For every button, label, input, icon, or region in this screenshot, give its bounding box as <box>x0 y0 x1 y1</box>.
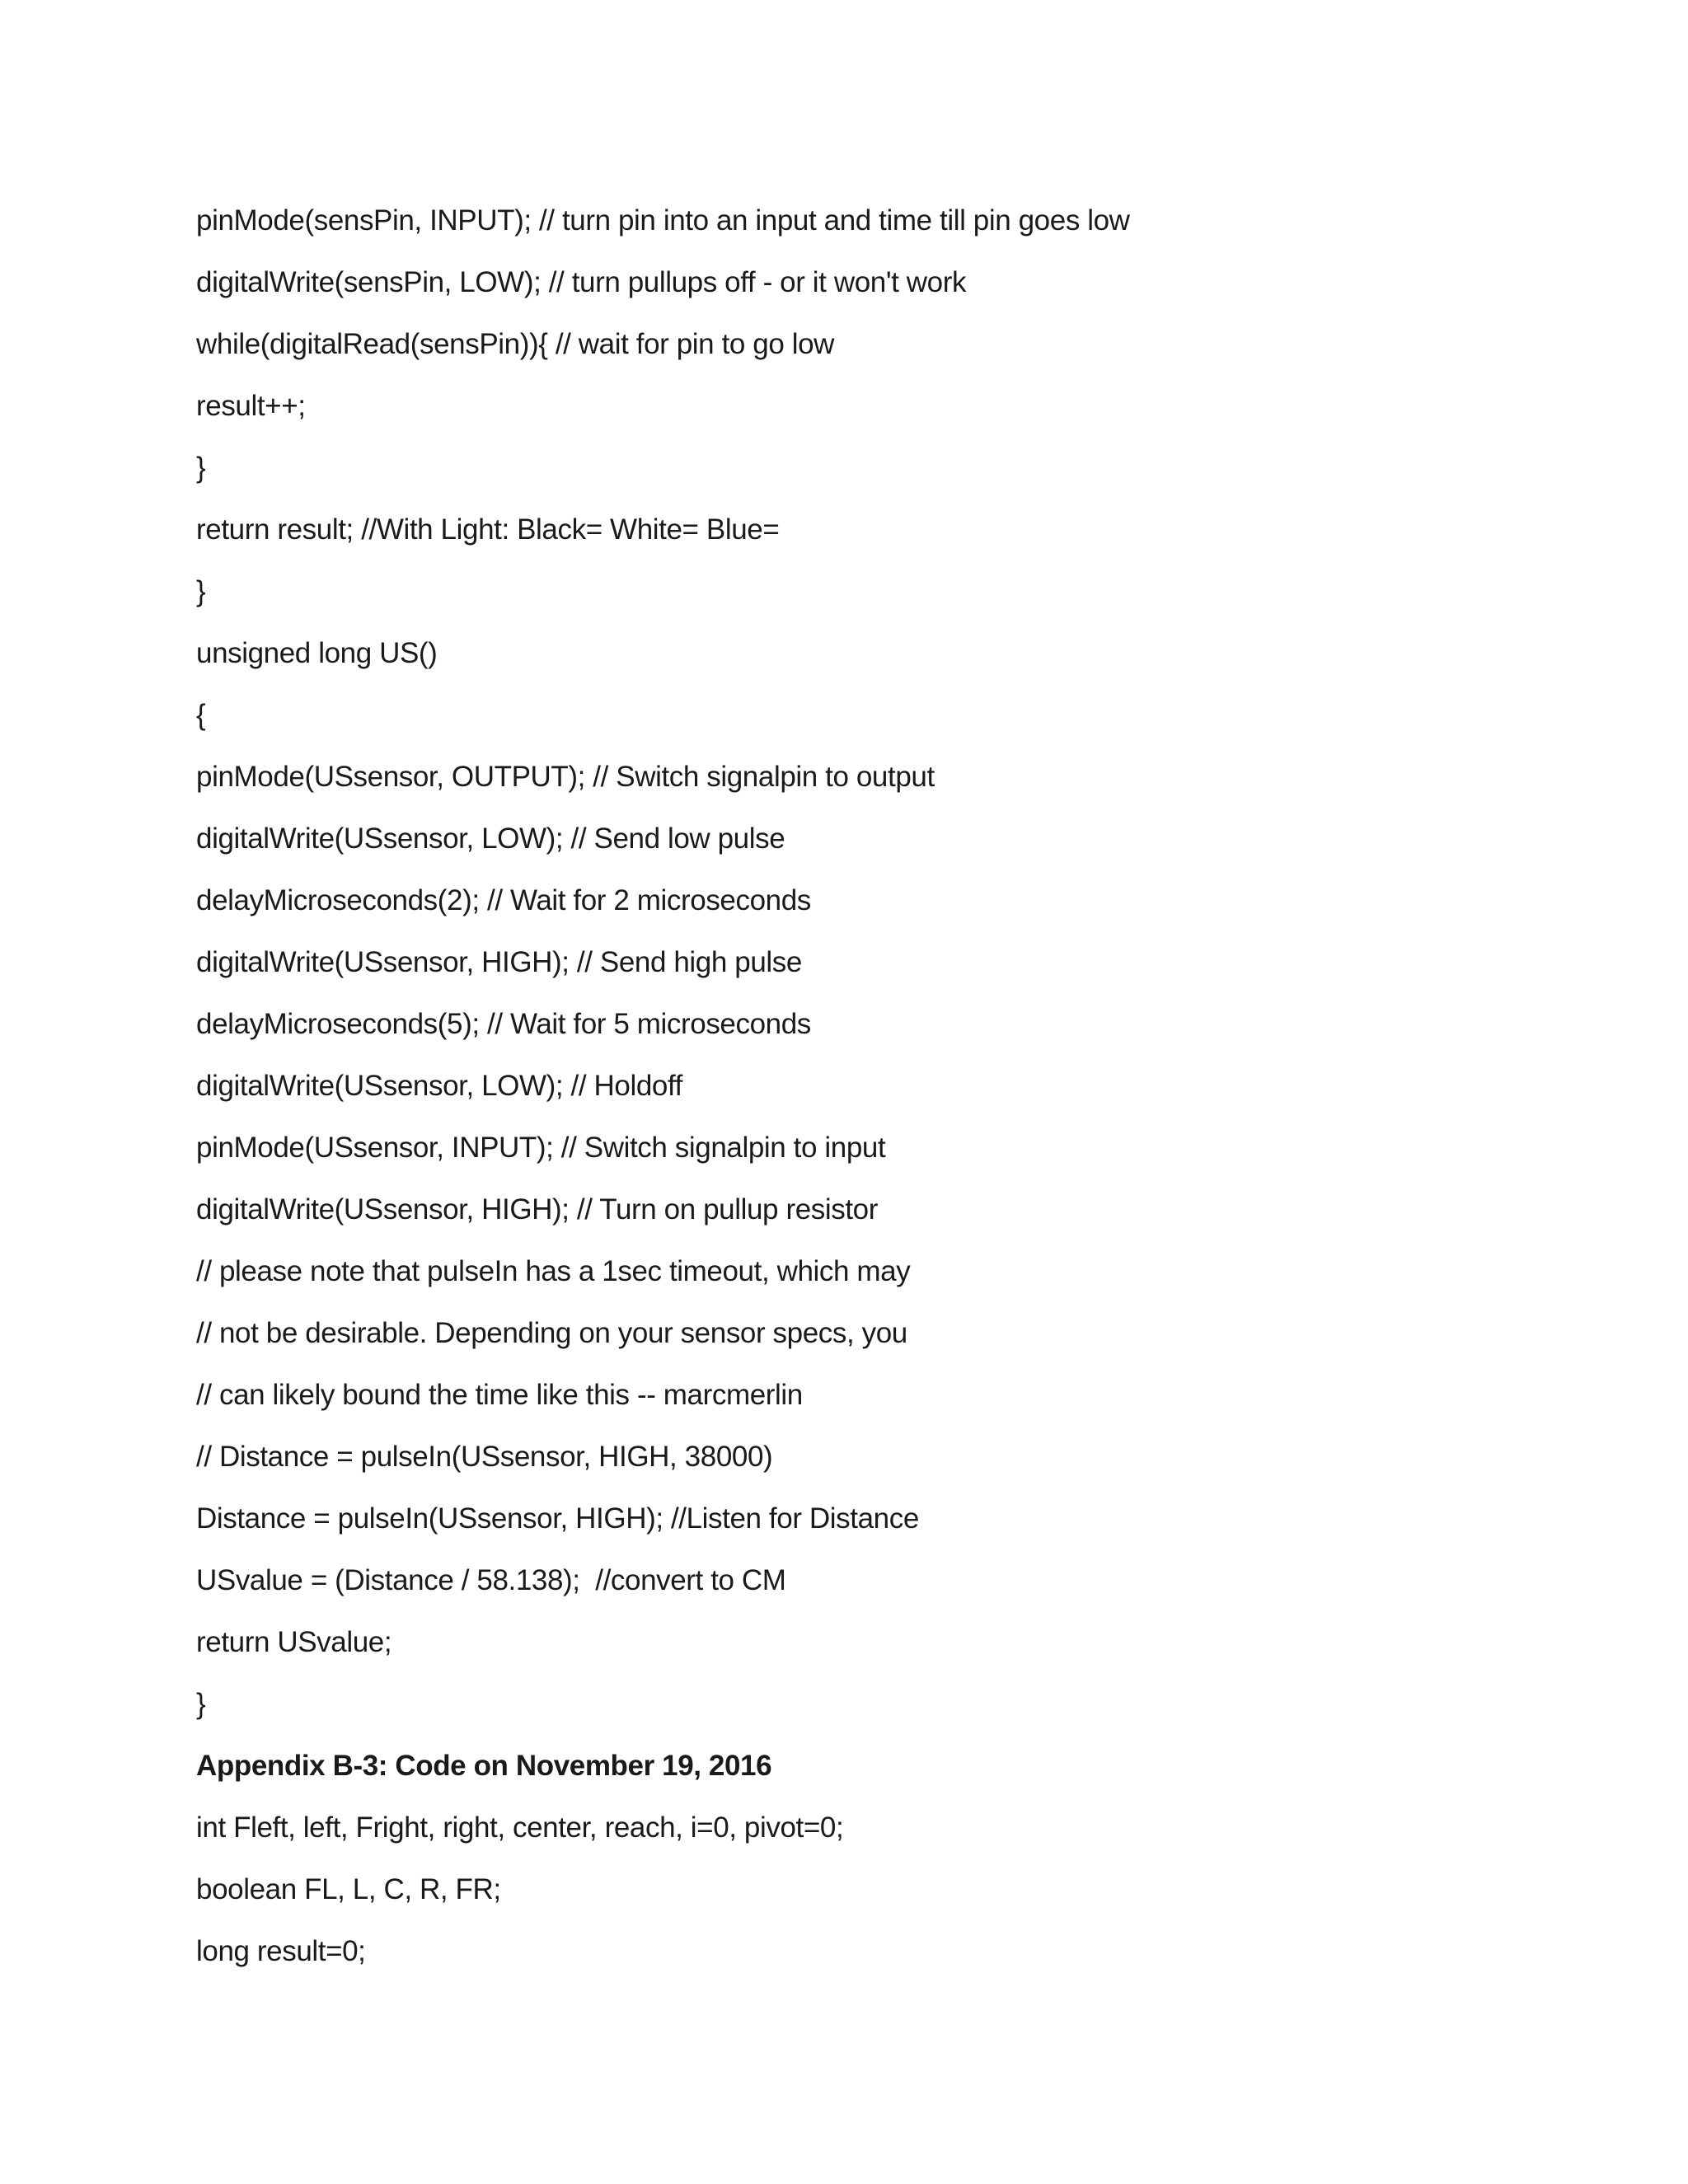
code-line: } <box>196 452 206 484</box>
code-listing <box>196 190 1515 1982</box>
code-line: while(digitalRead(sensPin)){ // wait for pin to go low <box>196 328 835 360</box>
code-line: } <box>196 575 206 607</box>
code-line: digitalWrite(USsensor, LOW); // Send low pulse <box>196 823 785 855</box>
code-line: return USvalue; <box>196 1626 392 1658</box>
code-line: pinMode(USsensor, OUTPUT); // Switch signalpin to output <box>196 761 935 793</box>
appendix-heading: Appendix B-3: Code on November 19, 2016 <box>196 1750 772 1782</box>
code-line: long result=0; <box>196 1935 366 1967</box>
code-line: } <box>196 1688 206 1720</box>
code-line: pinMode(USsensor, INPUT); // Switch signalpin to input <box>196 1132 886 1164</box>
code-line: // please note that pulseIn has a 1sec timeout, which may <box>196 1255 911 1287</box>
code-line: digitalWrite(USsensor, LOW); // Holdoff <box>196 1070 682 1102</box>
code-line: result++; <box>196 390 306 422</box>
code-line: // Distance = pulseIn(USsensor, HIGH, 38000) <box>196 1441 773 1473</box>
code-line: Distance = pulseIn(USsensor, HIGH); //Listen for Distance <box>196 1502 919 1535</box>
code-line: { <box>196 699 206 731</box>
code-line: int Fleft, left, Fright, right, center, reach, i=0, pivot=0; <box>196 1811 844 1844</box>
code-line: return result; //With Light: Black= White= Blue= <box>196 513 780 546</box>
code-line: pinMode(sensPin, INPUT); // turn pin into an input and time till pin goes low <box>196 204 1130 237</box>
code-line: digitalWrite(USsensor, HIGH); // Turn on pullup resistor <box>196 1193 878 1226</box>
code-line: // not be desirable. Depending on your sensor specs, you <box>196 1317 907 1349</box>
code-line: delayMicroseconds(2); // Wait for 2 microseconds <box>196 884 811 916</box>
code-line: boolean FL, L, C, R, FR; <box>196 1873 501 1905</box>
code-line: unsigned long US() <box>196 637 438 669</box>
code-line: digitalWrite(USsensor, HIGH); // Send high pulse <box>196 946 802 978</box>
code-line: USvalue = (Distance / 58.138); //convert to CM <box>196 1564 786 1596</box>
code-line: delayMicroseconds(5); // Wait for 5 microseconds <box>196 1008 811 1040</box>
code-line: // can likely bound the time like this -- marcmerlin <box>196 1379 803 1411</box>
code-line: digitalWrite(sensPin, LOW); // turn pullups off - or it won't work <box>196 266 967 298</box>
